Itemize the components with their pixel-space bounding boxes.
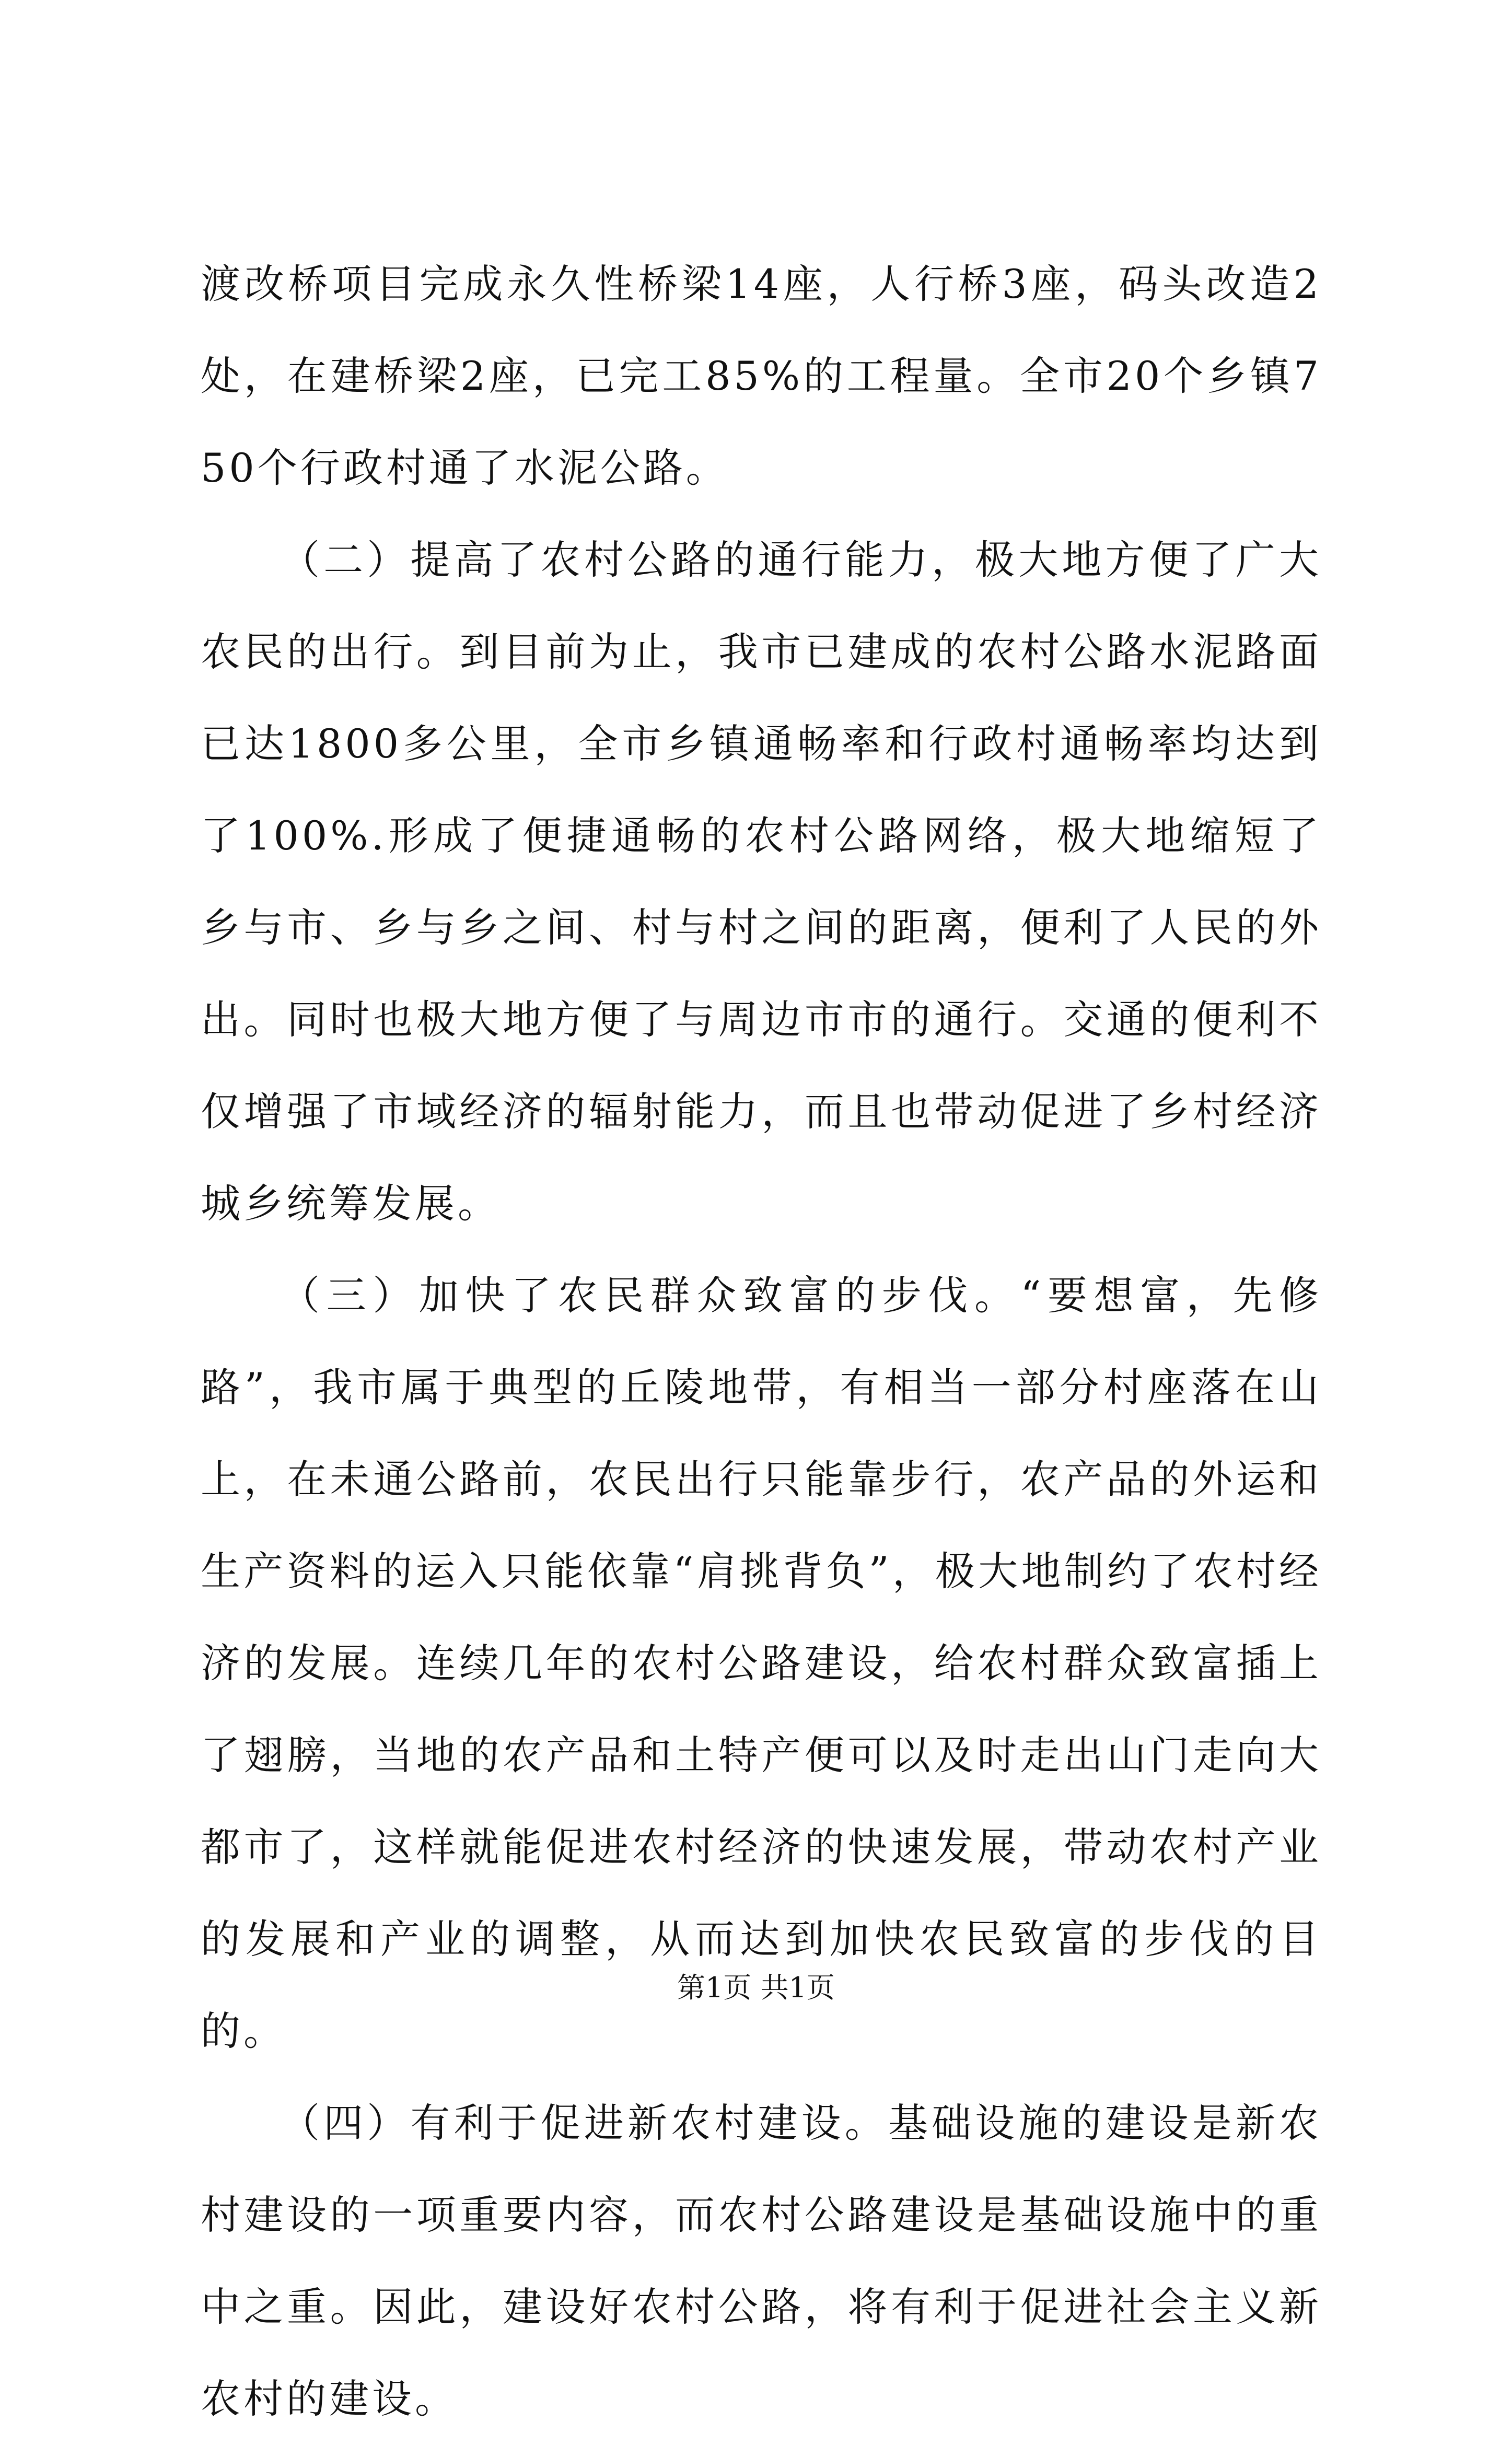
- paragraph-section-two: （二）提高了农村公路的通行能力，极大地方便了广大农民的出行。到目前为止，我市已建成的农村公路水泥路面已达1800多公里，全市乡镇通畅率和行政村通畅率均达到了100%.形成了便捷通畅的农村公路网络，极大地缩短了乡与市、乡与乡之间、村与村之间的距离，便利了人民的外出。同时也极大地方便了与周边市市的通行。交通的便利不仅增强了市域经济的辐射能力，而且也带动促进了乡村经济城乡统筹发展。: [201, 537, 1322, 1227]
- paragraph-continued: 渡改桥项目完成永久性桥梁14座，人行桥3座，码头改造2处，在建桥梁2座，已完工85%的工程量。全市20个乡镇750个行政村通了水泥公路。: [201, 261, 1322, 491]
- page-number-footer: 第1页 共1页: [677, 1971, 835, 2004]
- document-body: [201, 238, 1322, 2445]
- paragraph-section-three: （三）加快了农民群众致富的步伐。“要想富，先修路”，我市属于典型的丘陵地带，有相当一部分村座落在山上，在未通公路前，农民出行只能靠步行，农产品的外运和生产资料的运入只能依靠“肩挑背负”，极大地制约了农村经济的发展。连续几年的农村公路建设，给农村群众致富插上了翅膀，当地的农产品和土特产便可以及时走出山门走向大都市了，这样就能促进农村经济的快速发展，带动农村产业的发展和产业的调整，从而达到加快农民致富的步伐的目的。: [201, 1272, 1322, 2054]
- paragraph-section-four: （四）有利于促进新农村建设。基础设施的建设是新农村建设的一项重要内容，而农村公路建设是基础设施中的重中之重。因此，建设好农村公路，将有利于促进社会主义新农村的建设。: [201, 2100, 1322, 2422]
